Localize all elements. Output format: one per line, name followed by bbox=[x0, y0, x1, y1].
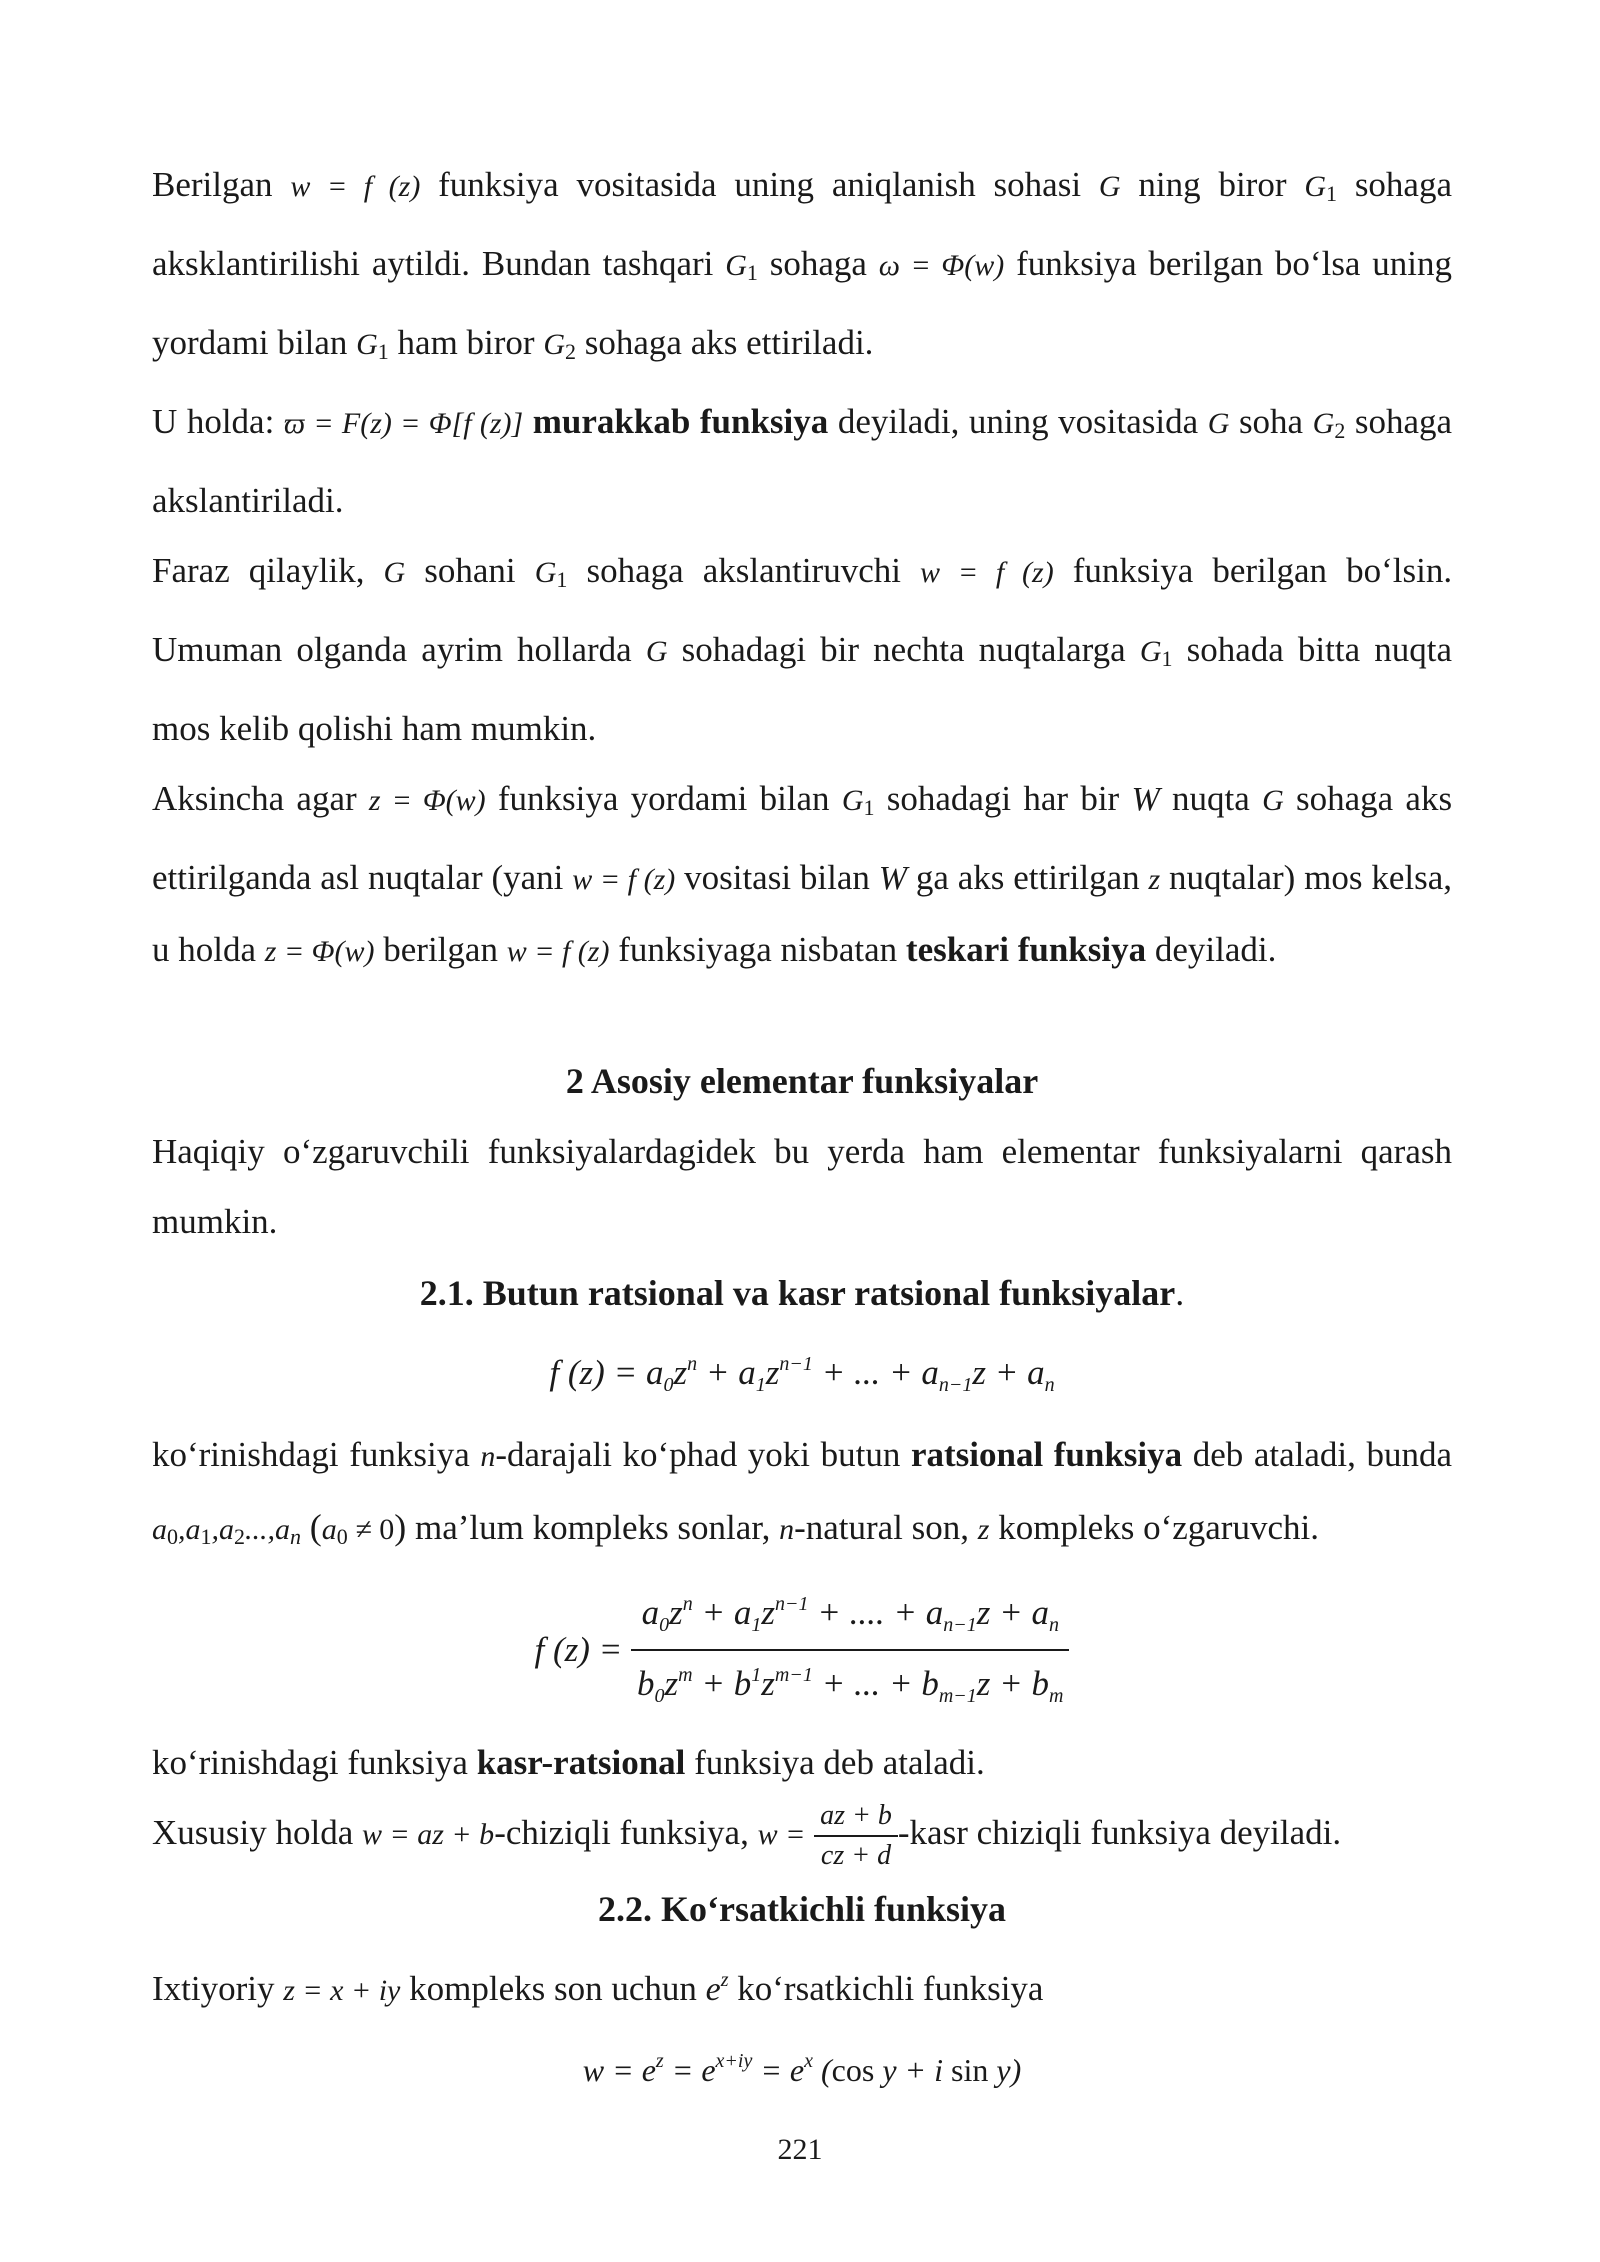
page-body bbox=[152, 150, 1452, 2105]
symbol-G1: G bbox=[841, 784, 864, 817]
heading-text: 2.1. Butun ratsional va kasr ratsional funksiyalar bbox=[419, 1273, 1176, 1313]
paragraph-composite-definition bbox=[152, 387, 1452, 536]
subscript-1: 1 bbox=[1161, 646, 1173, 671]
formula-linear: w = az + b bbox=[362, 1818, 495, 1851]
text: deb ataladi, bunda bbox=[1192, 1435, 1453, 1474]
text: nuqta bbox=[1172, 779, 1250, 818]
text: sohaga aks ettirilganda asl nuqtalar (yani bbox=[152, 779, 1453, 897]
text: soha bbox=[1238, 402, 1304, 441]
text: sohaga aks ettiriladi. bbox=[584, 323, 874, 362]
subscript-1: 1 bbox=[746, 260, 758, 285]
formula-z-phi-w: z = Φ(w) bbox=[264, 935, 375, 968]
fraction-denominator: $b_0z^m + b^1z^{m-1}$ + ... + $b_{m-1}z + b_m$ bbox=[637, 1664, 1064, 1707]
section-heading: 2 Asosiy elementar funksiyalar bbox=[565, 1061, 1039, 1101]
text: funksiya vositasida uning aniqlanish sohasi bbox=[438, 165, 1082, 204]
formula-lhs: f (z) = bbox=[534, 1630, 623, 1669]
paragraph-composite-mapping bbox=[152, 150, 1452, 387]
text: funksiya deb ataladi. bbox=[694, 1743, 985, 1782]
symbol-n: n bbox=[480, 1440, 496, 1473]
text: kompleks o‘zgaruvchi. bbox=[998, 1508, 1319, 1547]
text: deyiladi. bbox=[1154, 930, 1277, 969]
text: U holda: bbox=[152, 402, 275, 441]
subscript-1: 1 bbox=[556, 567, 568, 592]
text: ko‘rsatkichli funksiya bbox=[737, 1968, 1044, 2008]
subsection-heading-exponential: 2.2. Ko‘rsatkichli funksiya bbox=[597, 1888, 1007, 1929]
formula-a0-nonzero: (a0 ≠ 0) bbox=[309, 1507, 407, 1549]
text: funksiya yordami bilan bbox=[497, 779, 830, 818]
symbol-G2: G bbox=[543, 328, 566, 361]
text: -natural son, bbox=[794, 1508, 970, 1547]
symbol-W: W bbox=[1131, 781, 1160, 818]
formula-coefficients: a0,a1,a2...,an bbox=[152, 1513, 301, 1549]
term-composite-function: murakkab funksiya bbox=[532, 402, 829, 441]
term-fractional-rational: kasr-ratsional bbox=[476, 1743, 686, 1782]
text: deyiladi, uning vositasida bbox=[837, 402, 1199, 441]
fraction-rational bbox=[631, 1582, 1069, 1718]
formula-omega-phi-w: ω = Φ(w) bbox=[878, 249, 1005, 282]
formula-z-x-iy: z = x + iy bbox=[283, 1973, 401, 2007]
text: nuqtalar) mos kelsa, u holda bbox=[152, 858, 1453, 969]
subscript-2: 2 bbox=[1334, 418, 1346, 443]
formula-rational bbox=[152, 1582, 1452, 1718]
symbol-G: G bbox=[1262, 784, 1284, 817]
symbol-G: G bbox=[645, 635, 668, 668]
symbol-G1: G bbox=[1304, 170, 1326, 203]
symbol-G1: G bbox=[356, 328, 378, 361]
text: berilgan bbox=[383, 930, 498, 969]
text: sohani bbox=[424, 551, 516, 590]
formula-w-f-z: w = f (z) bbox=[920, 556, 1054, 589]
formula-exponential: $w = e^z = e^{x+iy} = e^x$ (cos y + i sin y) bbox=[582, 2049, 1022, 2088]
symbol-W: W bbox=[878, 860, 908, 897]
symbol-G1: G bbox=[725, 249, 747, 282]
text: ko‘rinishdagi funksiya bbox=[152, 1743, 468, 1782]
text: Haqiqiy o‘zgaruvchili funksiyalardagidek bu yerda ham elementar funksiyalarni qarash mumkin. bbox=[152, 1132, 1452, 1241]
formula-composite: ϖ = F(z) = Φ[f (z)] bbox=[283, 407, 524, 440]
paragraph-inverse-function bbox=[152, 764, 1452, 987]
symbol-G: G bbox=[1098, 170, 1121, 203]
heading-dot: . bbox=[1175, 1273, 1185, 1313]
term-inverse-function: teskari funksiya bbox=[905, 930, 1147, 969]
symbol-z: z bbox=[1148, 863, 1161, 896]
symbol-G: G bbox=[383, 556, 406, 589]
text: ga aks ettirilgan bbox=[915, 858, 1140, 897]
text: kompleks son uchun bbox=[409, 1968, 697, 2008]
symbol-G1: G bbox=[1139, 635, 1162, 668]
page-number: 221 bbox=[777, 2133, 823, 2166]
subscript-1: 1 bbox=[377, 339, 389, 364]
formula-w-f-z: w = f (z) bbox=[506, 935, 610, 968]
formula-w-f-z: w = f (z) bbox=[572, 863, 676, 896]
fraction-mobius bbox=[814, 1799, 898, 1873]
fraction-numerator: $a_0z^n + a_1z^{n-1}$ + .... + $a_{n-1}z + a_n$ bbox=[631, 1582, 1069, 1651]
text: ko‘rinishdagi funksiya bbox=[152, 1435, 470, 1474]
text: Faraz qilaylik, bbox=[152, 551, 365, 590]
term-rational-function: ratsional funksiya bbox=[910, 1435, 1183, 1474]
text: sohaga akslantiruvchi bbox=[586, 551, 901, 590]
symbol-G: G bbox=[1207, 407, 1230, 440]
formula-polynomial: f $(z) = a_0z^n + a_1z^{n-1}$ + ... + $a_{n-1}z + a_n$ bbox=[549, 1353, 1055, 1396]
text: funksiya berilgan bo‘lsin. Umuman olganda ayrim hollarda bbox=[152, 551, 1453, 669]
text: Ixtiyoriy bbox=[152, 1968, 275, 2008]
text: -kasr chiziqli funksiya deyiladi. bbox=[897, 1813, 1342, 1852]
text: Xususiy holda bbox=[152, 1813, 354, 1852]
text: sohaga aksklantirilishi aytildi. Bundan tashqari bbox=[152, 165, 1453, 283]
symbol-n: n bbox=[779, 1513, 795, 1546]
text: ning biror bbox=[1138, 165, 1287, 204]
subsection-heading-rational bbox=[152, 1257, 1452, 1329]
formula-w-f-z: w = f (z) bbox=[290, 170, 421, 203]
text: Aksincha agar bbox=[152, 779, 357, 818]
formula-e-z: $e^z$ bbox=[705, 1968, 729, 2008]
text: funksiyaga nisbatan bbox=[618, 930, 898, 969]
text: sohada bitta nuqta mos kelib qolishi ham mumkin. bbox=[152, 630, 1453, 748]
paragraph-linear bbox=[152, 1798, 1452, 1873]
text: vositasi bilan bbox=[684, 858, 870, 897]
subscript-1: 1 bbox=[863, 795, 875, 820]
formula-z-phi-w: z = Φ(w) bbox=[368, 784, 486, 817]
symbol-z: z bbox=[977, 1513, 990, 1546]
text: sohadagi bir nechta nuqtalarga bbox=[681, 630, 1126, 669]
paragraph-exponential bbox=[152, 1945, 1452, 2026]
paragraph-polynomial-def bbox=[152, 1420, 1452, 1572]
text: -darajali ko‘phad yoki butun bbox=[495, 1435, 901, 1474]
fraction-numerator: az + b bbox=[814, 1799, 898, 1837]
formula-w-equals: w = bbox=[757, 1818, 806, 1851]
paragraph-assumption bbox=[152, 536, 1452, 764]
symbol-G1: G bbox=[534, 556, 557, 589]
text: sohadagi har bir bbox=[886, 779, 1120, 818]
subscript-2: 2 bbox=[565, 339, 577, 364]
text: sohaga bbox=[769, 244, 867, 283]
text: ma’lum kompleks sonlar, bbox=[414, 1508, 771, 1547]
fraction-denominator: cz + d bbox=[820, 1839, 892, 1871]
text: ham biror bbox=[397, 323, 535, 362]
text: funksiya berilgan bo‘lsa uning yordami bilan bbox=[152, 244, 1453, 362]
paragraph-intro bbox=[152, 1117, 1452, 1257]
subscript-1: 1 bbox=[1325, 181, 1337, 206]
text: Berilgan bbox=[152, 165, 273, 204]
paragraph-fractional-rational bbox=[152, 1728, 1452, 1798]
text: sohaga akslantiriladi. bbox=[152, 402, 1453, 520]
symbol-G2: G bbox=[1312, 407, 1335, 440]
text: -chiziqli funksiya, bbox=[494, 1813, 749, 1852]
